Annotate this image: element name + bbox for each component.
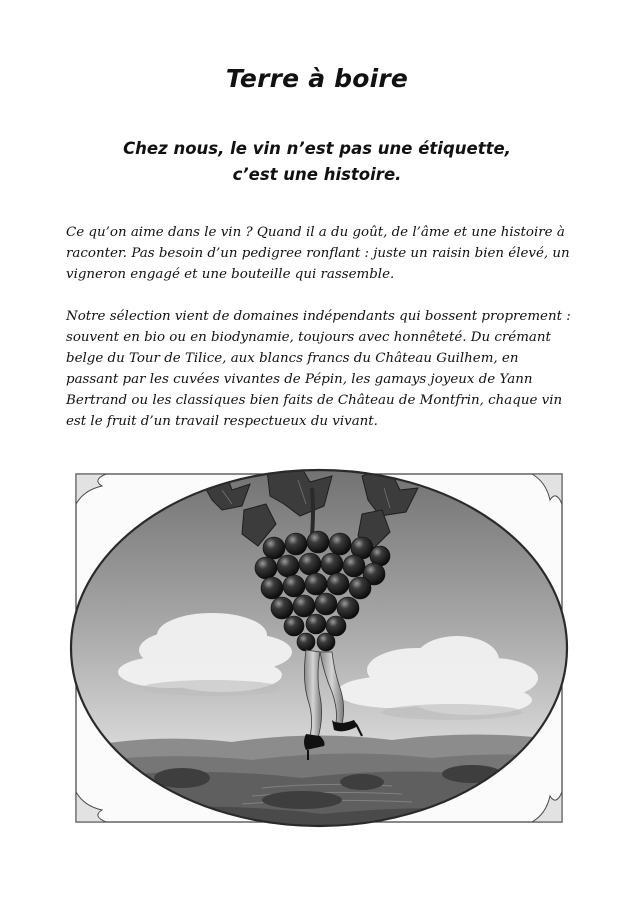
paragraph-line: Bertrand ou les classiques bien faits de Château de Montfrin, chaque vin [66,393,563,408]
paragraph-line: passant par les cuvées vivantes de Pépin, les gamays joyeux de Yann [66,372,533,387]
subtitle-line: c’est une histoire. [232,165,402,184]
paragraph-line: souvent en bio ou en biodynamie, toujours avec honnêteté. Du crémant [66,330,551,345]
intro-paragraph [66,222,574,285]
vineyard-illustration [62,460,576,836]
page-subtitle [0,136,634,188]
paragraph-line: Ce qu’on aime dans le vin ? Quand il a du goût, de l’âme et une histoire à [66,225,565,240]
subtitle-line: Chez nous, le vin n’est pas une étiquette, [123,139,511,158]
paragraph-line: raconter. Pas besoin d’un pedigree ronflant : juste un raisin bien élevé, un [66,246,570,261]
paragraph-line: Notre sélection vient de domaines indépendants qui bossent proprement : [66,309,571,324]
paragraph-line: vigneron engagé et une bouteille qui rassemble. [66,267,395,282]
paragraph-line: belge du Tour de Tilice, aux blancs francs du Château Guilhem, en [66,351,519,366]
selection-paragraph [66,306,574,432]
paragraph-line: est le fruit d’un travail respectueux du vivant. [66,414,378,429]
page-title: Terre à boire [225,64,409,93]
